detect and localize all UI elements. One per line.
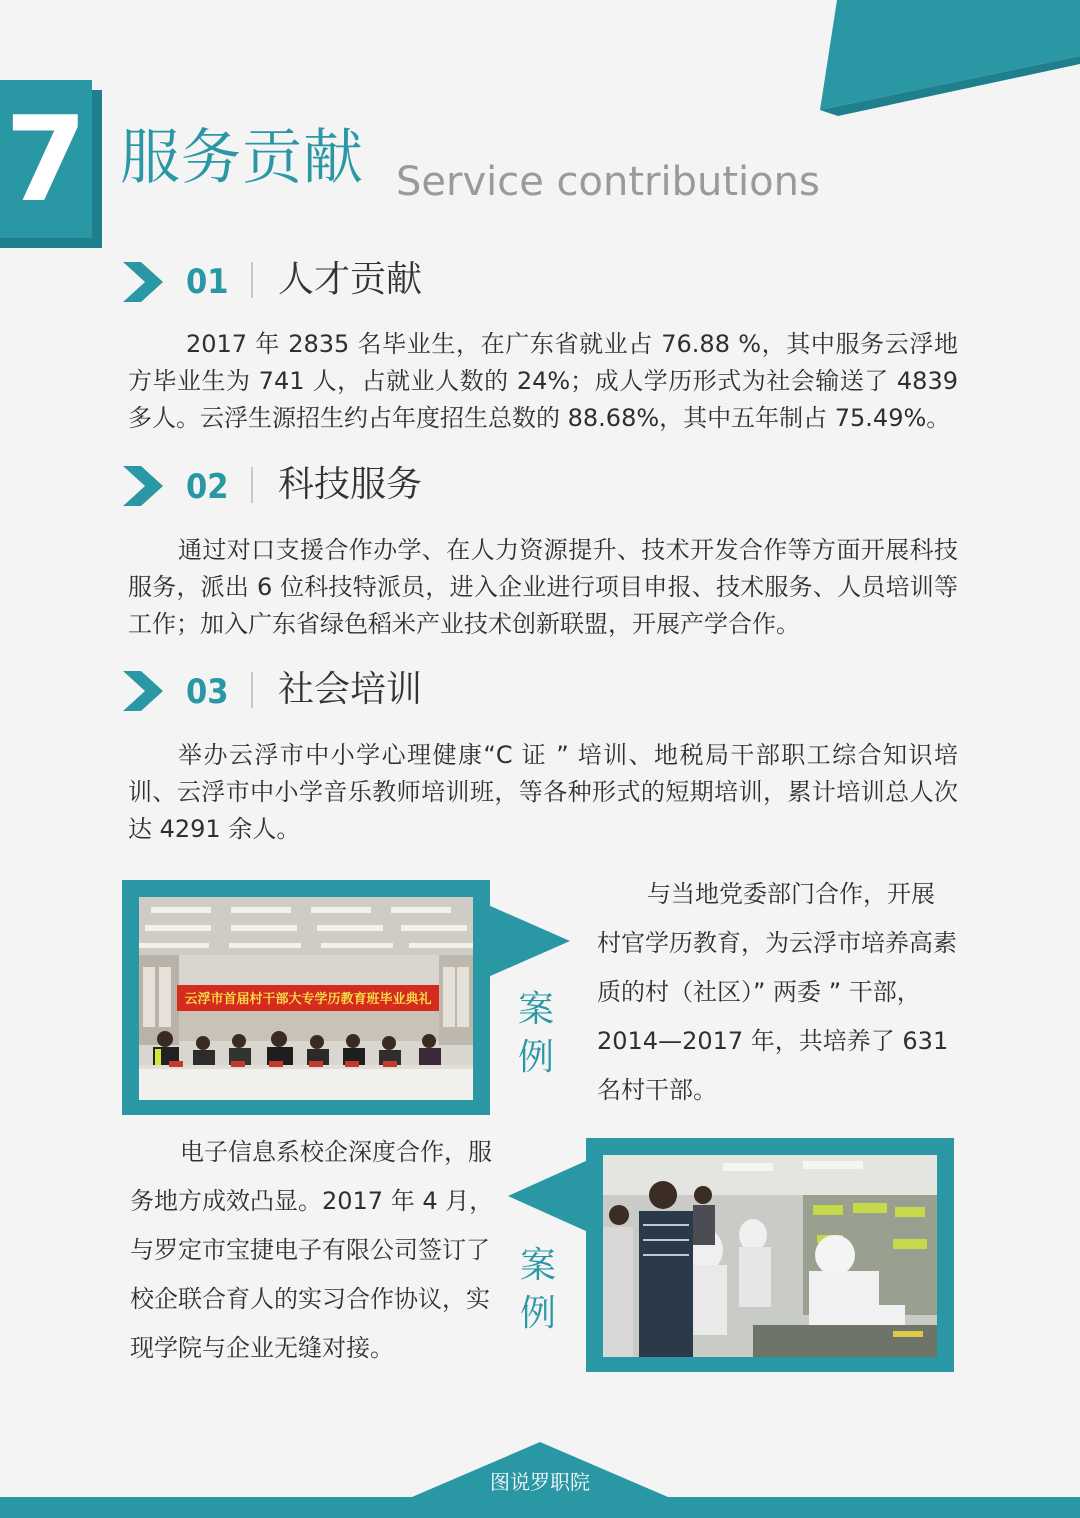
case-label: 案例 — [519, 1245, 556, 1334]
section-body: 举办云浮市中小学心理健康“C 证 ” 培训、地税局干部职工综合知识培训、云浮市中小学音乐教师培训班，等各种形式的短期培训，累计培训总人次达 4291 余人。 — [128, 741, 958, 843]
banner-text: 云浮市首届村干部大专学历教育班毕业典礼 — [184, 992, 432, 1007]
chevron-right-icon — [123, 466, 163, 506]
section-number: 02 — [186, 467, 229, 507]
case-text: 与当地党委部门合作，开展村官学历教育，为云浮市培养高素质的村（社区）” 两委 ” 干部，2014—2017 年，共培养了 631 名村干部。 — [597, 880, 957, 1104]
chapter-number: 7 — [4, 90, 88, 228]
case-text: 电子信息系校企深度合作，服务地方成效凸显。2017 年 4 月，与罗定市宝捷电子有限公司签订了校企联合育人的实习合作协议，实现学院与企业无缝对接。 — [130, 1138, 494, 1362]
section-title: 科技服务 — [278, 464, 423, 505]
footer-bar — [0, 1497, 1080, 1518]
workshop-photo — [603, 1155, 937, 1357]
chevron-right-icon — [123, 671, 163, 711]
ceremony-photo — [139, 897, 473, 1100]
section-divider — [251, 672, 253, 708]
section-body: 通过对口支援合作办学、在人力资源提升、技术开发合作等方面开展科技服务，派出 6 位科技特派员，进入企业进行项目申报、技术服务、人员培训等工作；加入广东省绿色稻米产业技术创新联盟，开展产学合作。 — [128, 536, 958, 638]
chevron-right-icon — [123, 262, 163, 302]
section-number: 03 — [186, 672, 229, 712]
top-right-decoration — [0, 0, 1080, 120]
section-number: 01 — [186, 262, 229, 302]
speech-pointer — [508, 1160, 588, 1232]
section-title: 社会培训 — [278, 669, 423, 710]
section-body: 2017 年 2835 名毕业生，在广东省就业占 76.88 %，其中服务云浮地方毕业生为 741 人，占就业人数的 24%；成人学历形式为社会输送了 4839 多人。云浮生源招生约占年度招生总数的 88.68%，其中五年制占 75.49%。 — [128, 330, 958, 432]
footer-text: 图说罗职院 — [490, 1470, 590, 1494]
chapter-title-cn: 服务贡献 — [120, 123, 364, 193]
case-label: 案例 — [517, 989, 554, 1078]
chapter-title-en: Service contributions — [396, 159, 820, 205]
section-title: 人才贡献 — [278, 259, 423, 300]
section-divider — [251, 467, 253, 503]
chapter-number-box — [0, 80, 92, 238]
section-divider — [251, 262, 253, 298]
speech-pointer — [488, 905, 570, 977]
